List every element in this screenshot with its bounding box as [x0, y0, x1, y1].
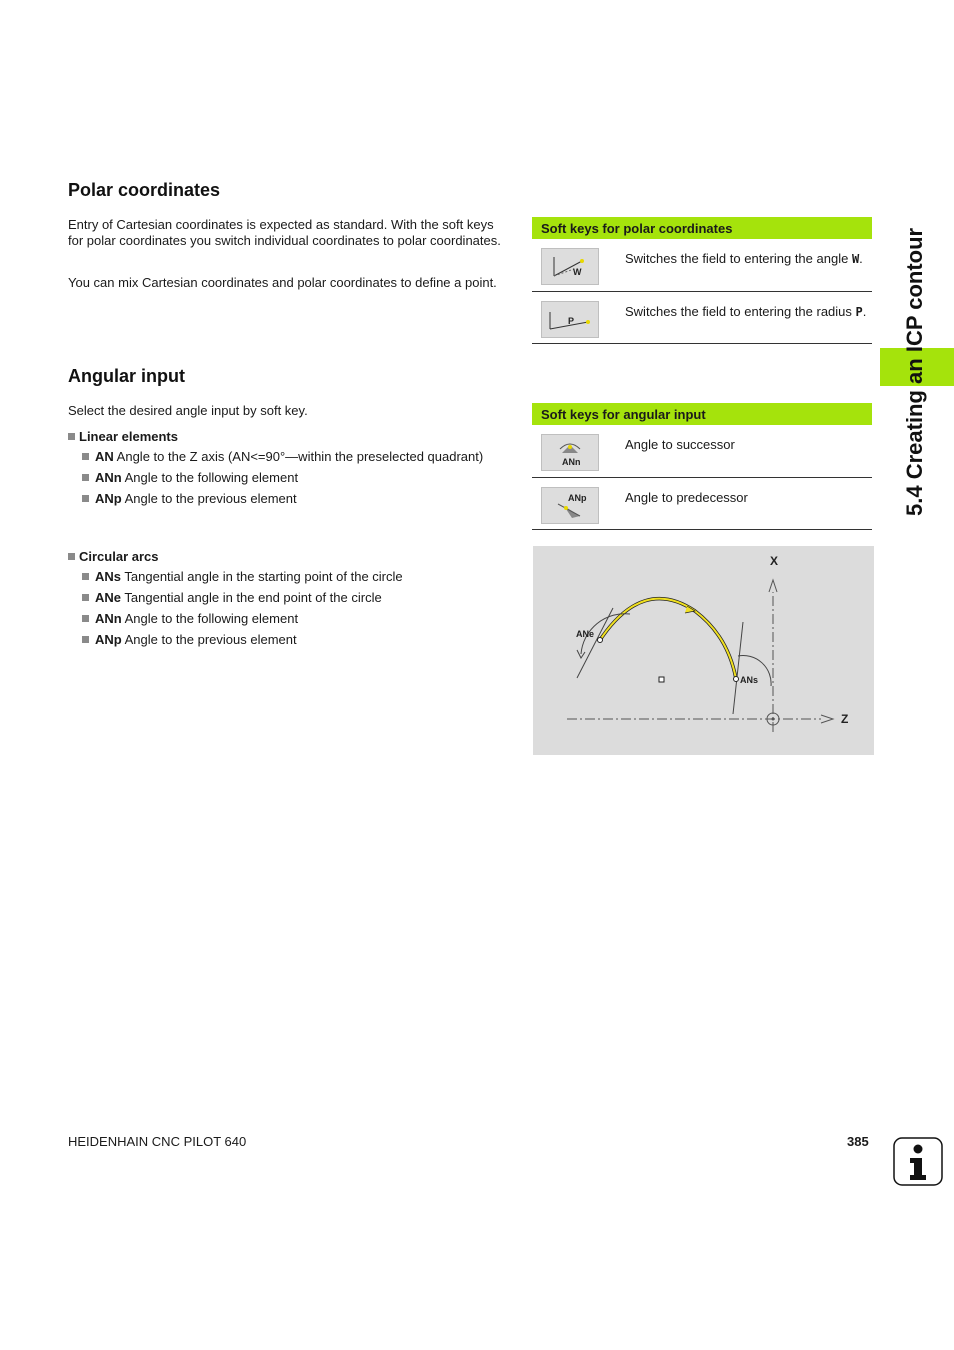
arc-angle-figure	[533, 546, 874, 755]
polar-angle-softkey-icon[interactable]	[541, 248, 599, 285]
bullet-icon	[82, 453, 89, 460]
page-number: 385	[847, 1134, 869, 1149]
svg-text:P: P	[568, 315, 575, 326]
table-row	[532, 239, 872, 291]
list-item: ANp Angle to the previous element	[68, 632, 510, 648]
bullet-icon	[82, 594, 89, 601]
circular-arcs-list	[68, 549, 510, 653]
svg-text:5.4 Creating an ICP contour: 5.4 Creating an ICP contour	[902, 227, 927, 516]
angle-predecessor-softkey-icon[interactable]	[541, 487, 599, 524]
polar-radius-description: Switches the field to entering the radius P.	[625, 303, 867, 319]
label-ans: ANs	[740, 675, 759, 685]
svg-text:ANp: ANp	[568, 492, 587, 503]
table-row	[532, 425, 872, 477]
list-item: ANn Angle to the following element	[68, 470, 510, 486]
list-item: ANn Angle to the following element	[68, 611, 510, 627]
svg-text:W: W	[573, 267, 582, 277]
list-item: AN Angle to the Z axis (AN<=90°—within the preselected quadrant)	[68, 449, 510, 465]
polar-softkeys-table	[532, 217, 872, 344]
table-row	[532, 291, 872, 343]
circular-arcs-title: Circular arcs	[68, 549, 510, 565]
polar-softkeys-header: Soft keys for polar coordinates	[532, 217, 872, 239]
angle-successor-softkey-icon[interactable]	[541, 434, 599, 471]
linear-elements-title: Linear elements	[68, 429, 510, 445]
bullet-icon	[82, 636, 89, 643]
list-item: ANs Tangential angle in the starting point of the circle	[68, 569, 510, 585]
angle-predecessor-description: Angle to predecessor	[625, 489, 748, 505]
label-ane: ANe	[576, 629, 595, 639]
list-item: ANp Angle to the previous element	[68, 491, 510, 507]
polar-heading: Polar coordinates	[68, 180, 221, 200]
polar-paragraph-1: Entry of Cartesian coordinates is expected as standard. With the soft keys for polar coordinates you switch individual coordinates to polar coordinates.	[68, 217, 501, 248]
angular-heading: Angular input	[68, 366, 185, 386]
bullet-icon	[68, 433, 75, 440]
arc-centre-marker	[659, 677, 664, 682]
polar-paragraph-2: You can mix Cartesian coordinates and polar coordinates to define a point.	[68, 275, 497, 290]
list-item: ANe Tangential angle in the end point of the circle	[68, 590, 510, 606]
linear-elements-list	[68, 429, 510, 512]
info-icon	[893, 1137, 943, 1192]
polar-angle-description: Switches the field to entering the angle W.	[625, 251, 863, 266]
angle-successor-description: Angle to successor	[625, 437, 735, 452]
angular-softkeys-header: Soft keys for angular input	[532, 403, 872, 425]
chapter-title	[884, 180, 940, 520]
angular-softkeys-table	[532, 403, 872, 530]
bullet-icon	[82, 474, 89, 481]
table-row	[532, 477, 872, 529]
bullet-icon	[68, 553, 75, 560]
angular-intro: Select the desired angle input by soft key.	[68, 403, 308, 418]
bullet-icon	[82, 615, 89, 622]
bullet-icon	[82, 495, 89, 502]
polar-radius-softkey-icon[interactable]	[541, 301, 599, 338]
bullet-icon	[82, 573, 89, 580]
axis-x-label: X	[770, 554, 779, 568]
footer-product: HEIDENHAIN CNC PILOT 640	[68, 1134, 247, 1149]
svg-text:ANn: ANn	[562, 457, 581, 467]
axis-z-label: Z	[841, 712, 849, 726]
